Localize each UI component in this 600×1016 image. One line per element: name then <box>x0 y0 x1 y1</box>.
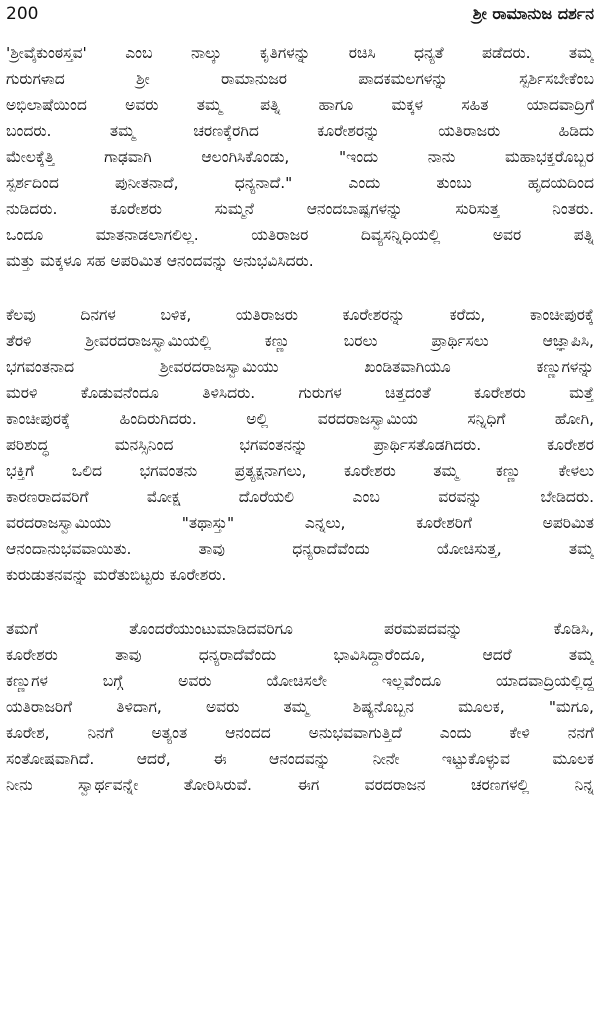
text-line: ಭಗವಂತನಾದ ಶ್ರೀವರದರಾಜಸ್ವಾಮಿಯು ಖಂಡಿತವಾಗಿಯೂ ಕಣ್ಣುಗಳನ್ನು <box>6 358 594 376</box>
paragraph-spacer <box>6 274 594 302</box>
text-line: ಸಂತೋಷವಾಗಿದೆ. ಆದರೆ, ಈ ಆನಂದವನ್ನು ನೀನೇ ಇಟ್ಟುಕೊಳ್ಳುವ ಮೂಲಕ <box>6 750 594 768</box>
text-line: ತಮಗೆ ತೊಂದರೆಯುಂಟುಮಾಡಿದವರಿಗೂ ಪರಮಪದವನ್ನು ಕೊಡಿಸಿ, <box>6 620 594 638</box>
text-line: ಒಂದೂ ಮಾತನಾಡಲಾಗಲಿಲ್ಲ. ಯತಿರಾಜರ ದಿವ್ಯಸನ್ನಿಧಿಯಲ್ಲಿ ಅವರ ಪತ್ನಿ <box>6 226 594 244</box>
text-line: ಆನಂದಾನುಭವವಾಯಿತು. ತಾವು ಧನ್ಯರಾದೆವೆಂದು ಯೋಚಿಸುತ್ತ, ತಮ್ಮ <box>6 540 594 558</box>
text-line: ವರದರಾಜಸ್ವಾಮಿಯು "ತಥಾಸ್ತು" ಎನ್ನಲು, ಕೂರೇಶರಿಗೆ ಅಪರಿಮಿತ <box>6 514 594 532</box>
text-line: ಕಾರಣರಾದವರಿಗೆ ಮೋಕ್ಷ ದೊರೆಯಲಿ ಎಂಬ ವರವನ್ನು ಬೇಡಿದರು. <box>6 488 594 506</box>
text-line: ಗುರುಗಳಾದ ಶ್ರೀ ರಾಮಾನುಜರ ಪಾದಕಮಲಗಳನ್ನು ಸ್ಪರ್ಶಿಸಬೇಕೆಂಬ <box>6 70 594 88</box>
paragraph-2 <box>6 302 594 588</box>
paragraph-3 <box>6 616 594 798</box>
text-line: ನೀನು ಸ್ವಾರ್ಥವನ್ನೇ ತೋರಿಸಿರುವೆ. ಈಗ ವರದರಾಜನ ಚರಣಗಳಲ್ಲಿ ನಿನ್ನ <box>6 776 594 794</box>
text-line: ಕೂರೇಶ, ನಿನಗೆ ಅತ್ಯಂತ ಆನಂದದ ಅನುಭವವಾಗುತ್ತಿದೆ ಎಂದು ಕೇಳಿ ನನಗೆ <box>6 724 594 742</box>
text-line: ಅಭಿಲಾಷೆಯಿಂದ ಅವರು ತಮ್ಮ ಪತ್ನಿ ಹಾಗೂ ಮಕ್ಕಳ ಸಹಿತ ಯಾದವಾದ್ರಿಗೆ <box>6 96 594 114</box>
text-line: 'ಶ್ರೀವೈಕುಂಠಸ್ತವ' ಎಂಬ ನಾಲ್ಕು ಕೃತಿಗಳನ್ನು ರಚಿಸಿ ಧನ್ಯತೆ ಪಡೆದರು. ತಮ್ಮ <box>6 44 594 62</box>
paragraph-1 <box>6 40 594 274</box>
page-number: 200 <box>6 4 39 24</box>
text-line: ಮತ್ತು ಮಕ್ಕಳೂ ಸಹ ಅಪರಿಮಿತ ಆನಂದವನ್ನು ಅನುಭವಿಸಿದರು. <box>6 252 314 270</box>
text-line: ಕಣ್ಣುಗಳ ಬಗ್ಗೆ ಅವರು ಯೋಚಿಸಲೇ ಇಲ್ಲವೆಂದೂ ಯಾದವಾದ್ರಿಯಲ್ಲಿದ್ದ <box>6 672 594 690</box>
text-line: ನುಡಿದರು. ಕೂರೇಶರು ಸುಮ್ಮನೆ ಆನಂದಬಾಷ್ಪಗಳನ್ನು ಸುರಿಸುತ್ತ ನಿಂತರು. <box>6 200 594 218</box>
text-line: ಕೂರೇಶರು ತಾವು ಧನ್ಯರಾದೆವೆಂದು ಭಾವಿಸಿದ್ದಾರೆಂದೂ, ಆದರೆ ತಮ್ಮ <box>6 646 594 664</box>
text-line: ಯತಿರಾಜರಿಗೆ ತಿಳಿದಾಗ, ಅವರು ತಮ್ಮ ಶಿಷ್ಯನೊಬ್ಬನ ಮೂಲಕ, "ಮಗೂ, <box>6 698 594 716</box>
text-line: ಮರಳಿ ಕೊಡುವನೆಂದೂ ತಿಳಿಸಿದರು. ಗುರುಗಳ ಚಿತ್ತದಂತೆ ಕೂರೇಶರು ಮತ್ತೆ <box>6 384 594 402</box>
paragraph-spacer <box>6 588 594 616</box>
text-line: ಕುರುಡುತನವನ್ನು ಮರೆತುಬಿಟ್ಟರು ಕೂರೇಶರು. <box>6 566 227 584</box>
text-line: ಕಾಂಚೀಪುರಕ್ಕೆ ಹಿಂದಿರುಗಿದರು. ಅಲ್ಲಿ ವರದರಾಜಸ್ವಾಮಿಯ ಸನ್ನಿಧಿಗೆ ಹೋಗಿ, <box>6 410 594 428</box>
text-line: ಭಕ್ತಿಗೆ ಒಲಿದ ಭಗವಂತನು ಪ್ರತ್ಯಕ್ಷನಾಗಲು, ಕೂರೇಶರು ತಮ್ಮ ಕಣ್ಣು ಕೇಳಲು <box>6 462 594 480</box>
text-line: ತೆರಳಿ ಶ್ರೀವರದರಾಜಸ್ವಾಮಿಯಲ್ಲಿ ಕಣ್ಣು ಬರಲು ಪ್ರಾರ್ಥಿಸಲು ಆಜ್ಞಾಪಿಸಿ, <box>6 332 594 350</box>
body-text <box>6 40 594 798</box>
text-line: ಮೇಲಕ್ಕೆತ್ತಿ ಗಾಢವಾಗಿ ಆಲಂಗಿಸಿಕೊಂಡು, "ಇಂದು ನಾನು ಮಹಾಭಕ್ತರೊಬ್ಬರ <box>6 148 594 166</box>
text-line: ಸ್ಪರ್ಶದಿಂದ ಪುನೀತನಾದೆ, ಧನ್ಯನಾದೆ." ಎಂದು ತುಂಬು ಹೃದಯದಿಂದ <box>6 174 594 192</box>
text-line: ಕೆಲವು ದಿನಗಳ ಬಳಿಕ, ಯತಿರಾಜರು ಕೂರೇಶರನ್ನು ಕರೆದು, ಕಾಂಚೀಪುರಕ್ಕೆ <box>6 306 594 324</box>
running-head: ಶ್ರೀ ರಾಮಾನುಜ ದರ್ಶನ <box>472 4 594 23</box>
text-line: ಪರಿಶುದ್ಧ ಮನಸ್ಸಿನಿಂದ ಭಗವಂತನನ್ನು ಪ್ರಾರ್ಥಿಸತೊಡಗಿದರು. ಕೂರೇಶರ <box>6 436 594 454</box>
page-header <box>0 0 600 30</box>
text-line: ಬಂದರು. ತಮ್ಮ ಚರಣಕ್ಕೆರಗಿದ ಕೂರೇಶರನ್ನು ಯತಿರಾಜರು ಹಿಡಿದು <box>6 122 594 140</box>
